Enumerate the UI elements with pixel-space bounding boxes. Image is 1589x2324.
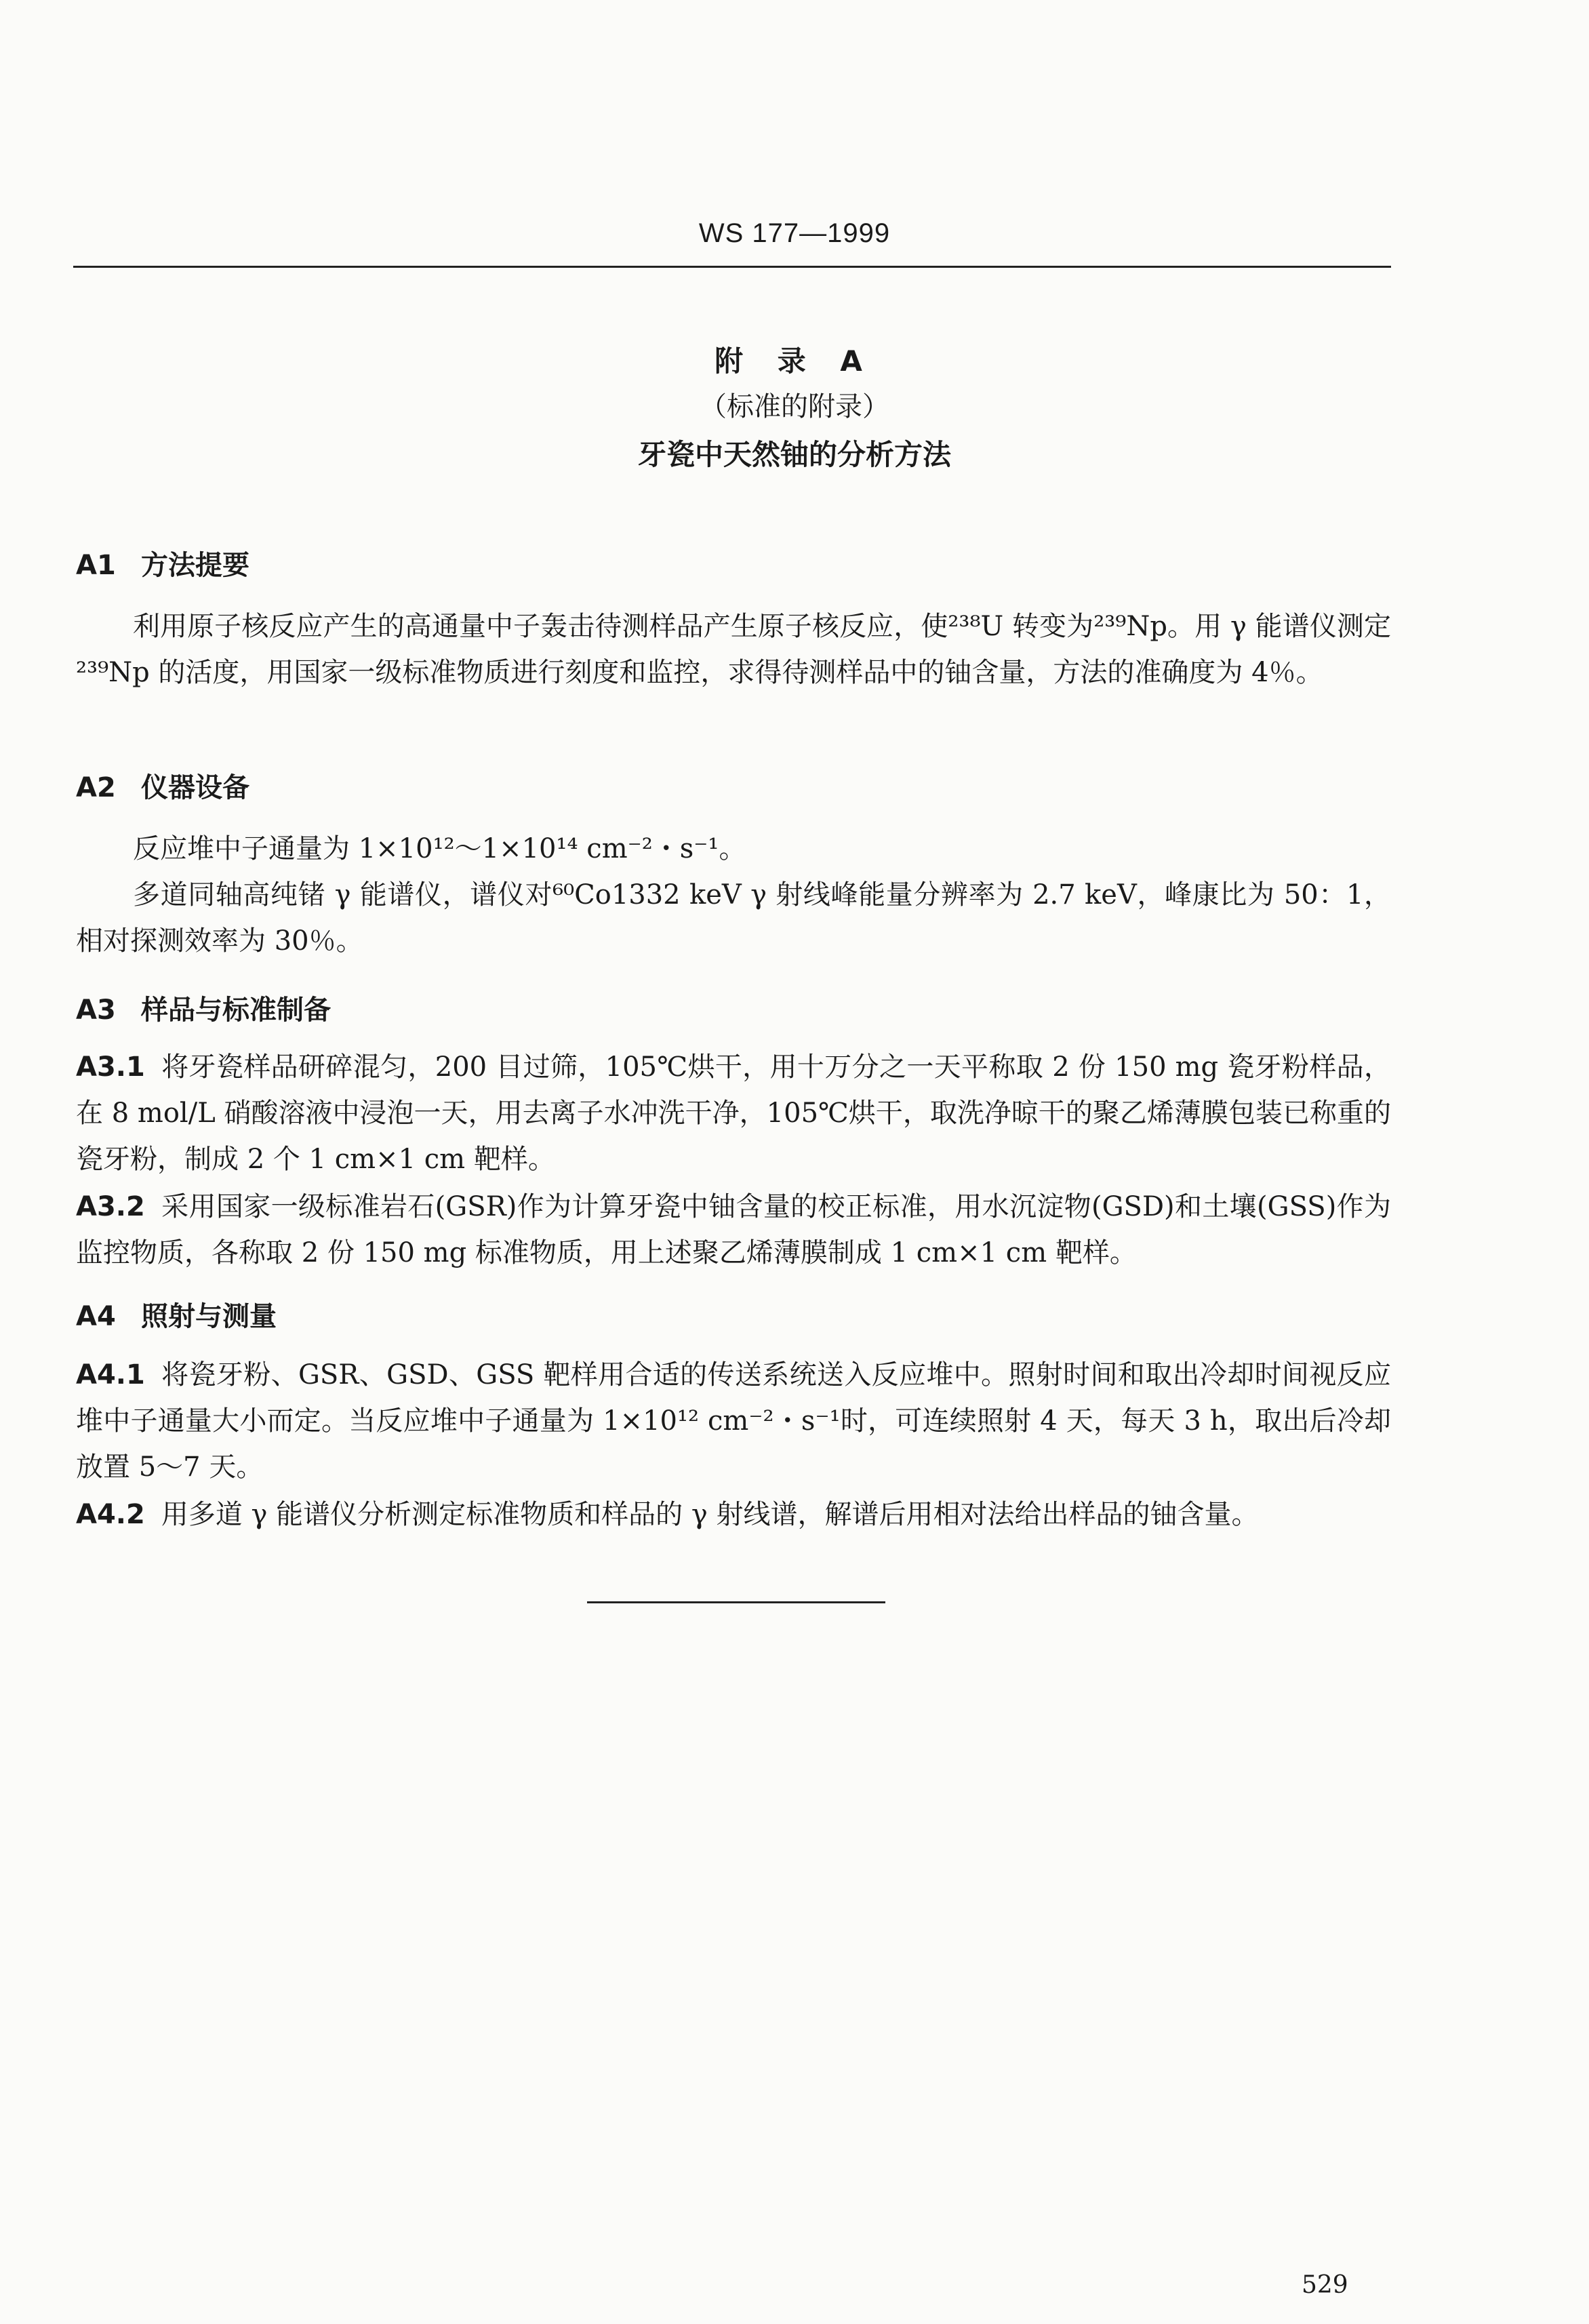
clause-number: A3.1 — [76, 1051, 145, 1083]
clause-a3-2 — [76, 1184, 1391, 1276]
section-title: 样品与标准制备 — [141, 995, 331, 1026]
clause-text: 将瓷牙粉、GSR、GSD、GSS 靶样用合适的传送系统送入反应堆中。照射时间和取出冷却时间视反应堆中子通量大小而定。当反应堆中子通量为 1×10¹² cm⁻²・s⁻¹时，可连续照射 4 天，每天 3 h，取出后冷却放置 5～7 天。 — [76, 1359, 1391, 1483]
section-number: A3 — [76, 995, 116, 1026]
clause-number: A4.1 — [76, 1359, 145, 1390]
clause-number: A4.2 — [76, 1499, 145, 1530]
clause-a4-1 — [76, 1352, 1391, 1490]
section-a1-heading — [76, 544, 249, 582]
section-a1-text: 利用原子核反应产生的高通量中子轰击待测样品产生原子核反应，使²³⁸U 转变为²³⁹Np。用 γ 能谱仪测定²³⁹Np 的活度，用国家一级标准物质进行刻度和监控，求得待测样品中的铀含量，方法的准确度为 4％。 — [76, 611, 1391, 688]
standard-code: WS 177—1999 — [698, 218, 891, 248]
annex-title: 附 录 A — [715, 344, 874, 378]
section-title: 照射与测量 — [141, 1301, 277, 1332]
clause-number: A3.2 — [76, 1191, 145, 1222]
section-number: A2 — [76, 772, 116, 803]
section-a3-heading — [76, 988, 331, 1027]
section-title: 仪器设备 — [141, 772, 249, 803]
section-number: A1 — [76, 550, 116, 581]
page-number: 529 — [1302, 2271, 1348, 2299]
annex-subtitle: （标准的附录） — [700, 391, 889, 422]
annex-name: 牙瓷中天然铀的分析方法 — [637, 438, 951, 471]
clause-text: 将牙瓷样品研碎混匀，200 目过筛，105℃烘干，用十万分之一天平称取 2 份 150 mg 瓷牙粉样品，在 8 mol/L 硝酸溶液中浸泡一天，用去离子水冲洗干净，105℃烘干，取洗净晾干的聚乙烯薄膜包装已称重的瓷牙粉，制成 2 个 1 cm×1 cm 靶样。 — [76, 1051, 1391, 1175]
section-a2-p2: 多道同轴高纯锗 γ 能谱仪，谱仪对⁶⁰Co1332 keV γ 射线峰能量分辨率为 2.7 keV，峰康比为 50：1，相对探测效率为 30％。 — [76, 879, 1391, 957]
section-title: 方法提要 — [141, 550, 249, 581]
section-number: A4 — [76, 1301, 116, 1332]
closing-rule — [587, 1601, 885, 1603]
clause-a4-2 — [76, 1491, 1391, 1538]
clause-text: 采用国家一级标准岩石(GSR)作为计算牙瓷中铀含量的校正标准，用水沉淀物(GSD)和土壤(GSS)作为监控物质，各称取 2 份 150 mg 标准物质，用上述聚乙烯薄膜制成 1 cm×1 cm 靶样。 — [76, 1191, 1391, 1268]
header-rule — [73, 266, 1391, 268]
section-a2-heading — [76, 766, 249, 805]
section-a4-heading — [76, 1295, 277, 1334]
clause-text: 用多道 γ 能谱仪分析测定标准物质和样品的 γ 射线谱，解谱后用相对法给出样品的铀含量。 — [161, 1499, 1259, 1530]
section-a2-p1: 反应堆中子通量为 1×10¹²～1×10¹⁴ cm⁻²・s⁻¹。 — [133, 833, 746, 864]
clause-a3-1 — [76, 1044, 1391, 1182]
